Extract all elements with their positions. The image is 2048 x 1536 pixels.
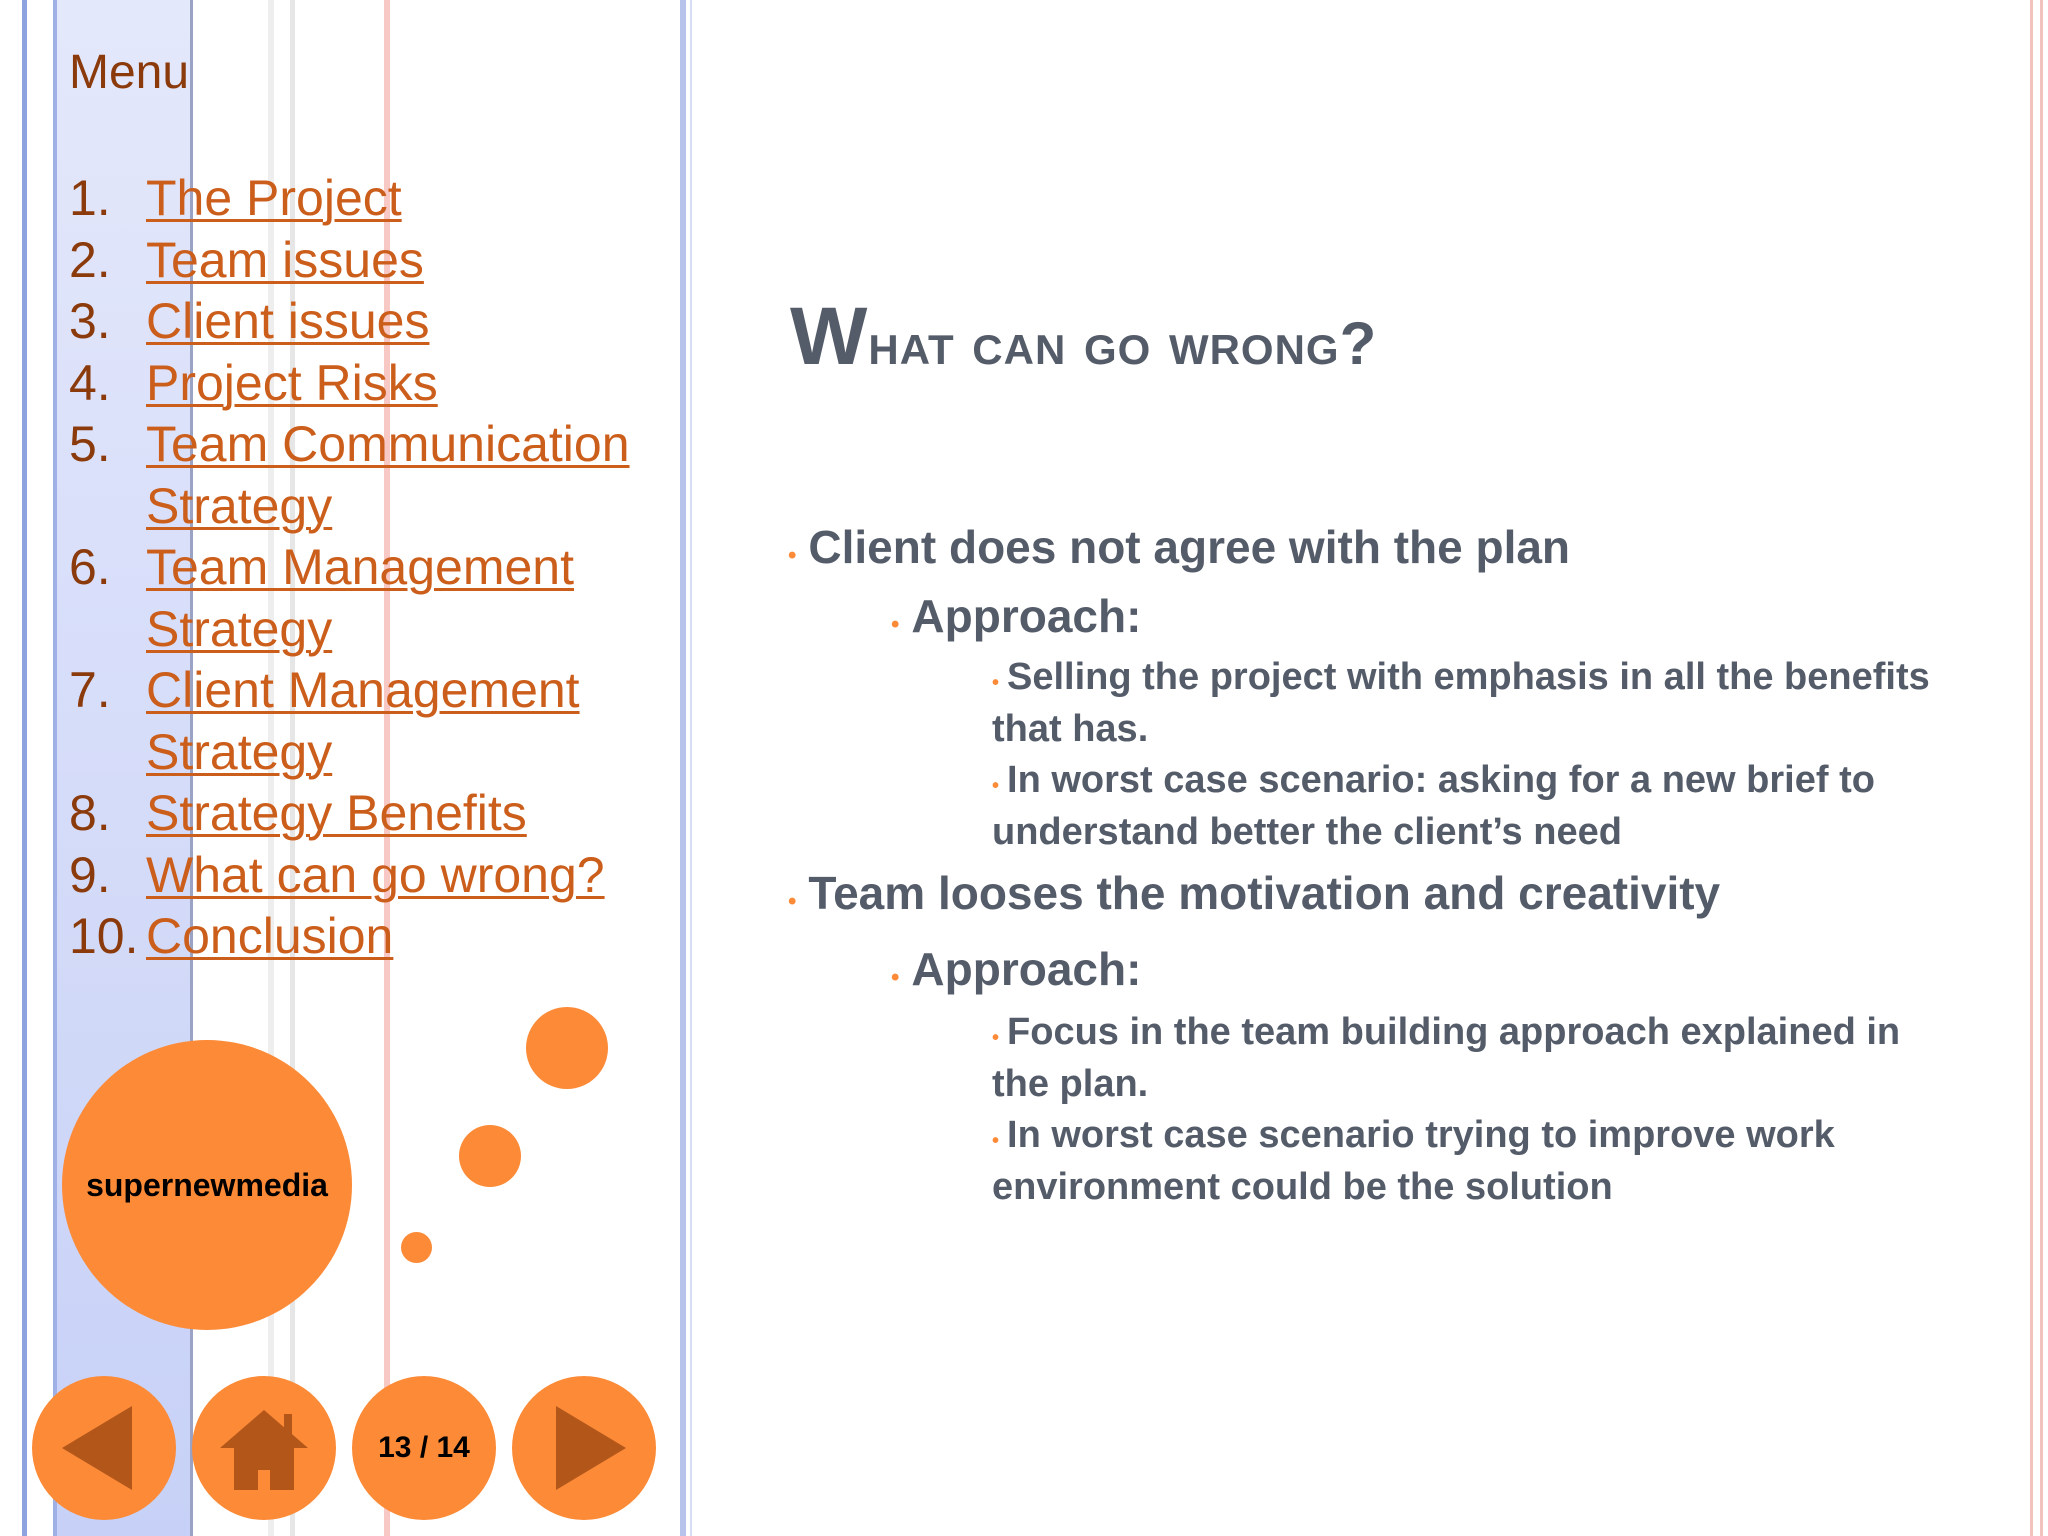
bullet-dot: • [992, 672, 1000, 694]
menu-item-conclusion [69, 906, 666, 968]
menu-item-number: 3. [69, 293, 111, 349]
menu-item-number: 9. [69, 846, 111, 903]
sidebar-border [690, 0, 692, 1536]
bullet-text: In worst case scenario trying to improve work environment could be the solution [992, 1114, 1835, 1208]
triangle-right-icon [512, 1376, 656, 1520]
menu-item-project-risks [69, 353, 666, 415]
slide-title [790, 290, 1377, 384]
bullet-level-3 [992, 1112, 1932, 1210]
menu-item-number: 6. [69, 539, 111, 595]
menu-list [69, 168, 666, 968]
bullet-level-2 [891, 589, 1141, 643]
menu-item-what-can-go-wrong [69, 845, 666, 907]
bullet-text: Selling the project with emphasis in all the benefits that has. [992, 656, 1930, 750]
page-counter-badge [352, 1376, 496, 1520]
page-counter: 13 / 14 [378, 1431, 470, 1464]
menu-link-project-risks[interactable]: Project Risks [146, 354, 438, 411]
menu-link-team-communication-strategy[interactable]: Team Communication Strategy [146, 416, 630, 534]
bullet-dot: • [992, 1130, 1000, 1152]
menu-item-client-management-strategy [69, 660, 666, 783]
menu-link-client-management-strategy[interactable]: Client Management Strategy [146, 662, 580, 780]
bullet-dot: • [992, 1027, 1000, 1049]
sidebar-stripe [53, 0, 57, 1536]
bullet-dot: • [788, 542, 797, 569]
menu-item-team-management-strategy [69, 537, 666, 660]
house-icon [192, 1376, 336, 1520]
menu-item-number: 1. [69, 170, 111, 226]
bullet-text: Approach: [911, 943, 1142, 995]
slide-title-first-letter: W [790, 291, 869, 382]
previous-slide-button[interactable] [32, 1376, 176, 1520]
bullet-dot: • [992, 775, 1000, 797]
menu-item-team-issues [69, 230, 666, 292]
menu-item-number: 7. [69, 662, 111, 718]
menu-item-number: 10. [69, 908, 139, 964]
menu-item-number: 5. [69, 416, 111, 472]
bullet-level-3 [992, 757, 1932, 855]
menu-link-strategy-benefits[interactable]: Strategy Benefits [146, 785, 527, 841]
home-button[interactable] [192, 1376, 336, 1520]
bullet-dot: • [891, 611, 900, 638]
bullet-dot: • [891, 964, 900, 991]
bullet-level-3 [992, 654, 1932, 752]
sidebar-border [680, 0, 686, 1536]
bullet-level-1 [788, 866, 1988, 920]
menu-link-client-issues[interactable]: Client issues [146, 293, 430, 349]
menu-item-team-communication-strategy [69, 414, 666, 537]
decorative-circle [526, 1007, 608, 1089]
decorative-circle [401, 1232, 432, 1263]
menu-title: Menu [69, 46, 190, 99]
menu-item-number: 4. [69, 354, 111, 411]
menu-link-team-issues[interactable]: Team issues [146, 231, 424, 288]
brand-name: supernewmedia [86, 1166, 328, 1203]
menu-item-number: 2. [69, 231, 111, 288]
bullet-level-3 [992, 1009, 1932, 1107]
right-edge-stripe [2040, 0, 2043, 1536]
menu-link-what-can-go-wrong[interactable]: What can go wrong? [146, 846, 605, 903]
bullet-text: Focus in the team building approach explained in the plan. [992, 1011, 1901, 1105]
menu-link-conclusion[interactable]: Conclusion [146, 908, 394, 964]
menu-item-strategy-benefits [69, 783, 666, 845]
brand-logo-circle [62, 1040, 352, 1330]
bullet-text: Approach: [911, 590, 1142, 642]
bullet-text: Client does not agree with the plan [808, 521, 1571, 573]
bullet-text: Team looses the motivation and creativity [808, 867, 1721, 919]
right-edge-stripe [2030, 0, 2033, 1536]
decorative-circle [459, 1125, 521, 1187]
menu-item-number: 8. [69, 785, 111, 841]
bullet-text: In worst case scenario: asking for a new brief to understand better the client’s need [992, 759, 1875, 853]
triangle-left-icon [32, 1376, 176, 1520]
menu-link-team-management-strategy[interactable]: Team Management Strategy [146, 539, 575, 657]
bullet-level-2 [891, 942, 1141, 996]
bullet-dot: • [788, 888, 797, 915]
slide-title-rest: hat can go wrong? [868, 310, 1378, 377]
bullet-level-1 [788, 520, 1988, 574]
next-slide-button[interactable] [512, 1376, 656, 1520]
menu-item-the-project [69, 168, 666, 230]
menu-item-client-issues [69, 291, 666, 353]
menu-link-the-project[interactable]: The Project [146, 170, 402, 226]
sidebar-stripe [22, 0, 27, 1536]
